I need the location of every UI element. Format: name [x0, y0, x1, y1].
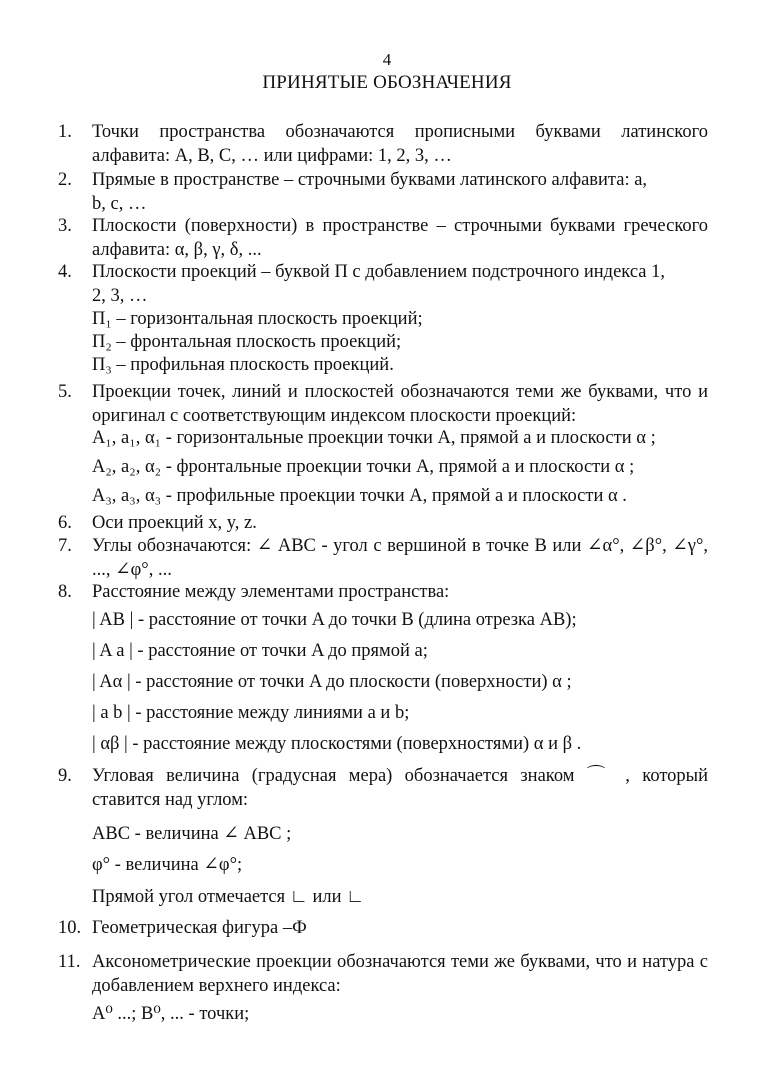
- list-item-4: [58, 260, 708, 308]
- list-item-9: [58, 764, 708, 812]
- distance-point-plane: | Aα | - расстояние от точки A до плоскости (поверхности) α ;: [92, 672, 572, 692]
- distance-plane-plane: | αβ | - расстояние между плоскостями (поверхностями) α и β .: [92, 734, 582, 754]
- item-text: Точки пространства обозначаются прописными буквами латинского алфавита: A, B, C, … или цифрами: 1, 2, 3, …: [92, 122, 708, 166]
- list-item-8: [58, 580, 708, 604]
- angle-measure-phi: φ° - величина ∠φ°;: [92, 855, 243, 875]
- distance-point-point: | AB | - расстояние от точки A до точки B (длина отрезка AB);: [92, 610, 577, 630]
- list-item-7: [58, 534, 708, 582]
- item-text: Плоскости проекций – буквой П с добавлением подстрочного индекса 1, 2, 3, …: [92, 262, 665, 306]
- item-number: 3.: [58, 216, 72, 236]
- horizontal-projections: A₁, a₁, α₁ - горизонтальные проекции точки A, прямой a и плоскости α ;: [92, 428, 656, 448]
- item-text: Углы обозначаются: ∠ ABC - угол с вершиной в точке B или ∠α°, ∠β°, ∠γ°, ..., ∠φ°, ...: [92, 536, 708, 580]
- item-number: 5.: [58, 382, 72, 402]
- list-item-11: [58, 950, 708, 998]
- item-number: 1.: [58, 122, 72, 142]
- item-text: Прямые в пространстве – строчными буквами латинского алфавита: a, b, c, …: [92, 170, 648, 214]
- list-item-5: [58, 380, 708, 428]
- axonometric-points: A⁰ ...; B⁰, ... - точки;: [92, 1004, 250, 1024]
- list-item-10: [58, 916, 708, 940]
- item-text: Оси проекций x, y, z.: [92, 513, 257, 533]
- item-number: 7.: [58, 536, 72, 556]
- item-text: Расстояние между элементами пространства:: [92, 582, 450, 602]
- list-item-1: [58, 120, 708, 168]
- item-text: Проекции точек, линий и плоскостей обозначаются теми же буквами, что и оригинал с соответствующим индексом плоскости проекций:: [92, 382, 708, 426]
- item-number: 2.: [58, 170, 72, 190]
- list-item-6: [58, 511, 708, 535]
- angle-measure-abc: ABC - величина ∠ ABC ;: [92, 824, 292, 844]
- profile-projections: A₃, a₃, α₃ - профильные проекции точки A, прямой a и плоскости α .: [92, 486, 627, 506]
- frontal-projections: A₂, a₂, α₂ - фронтальные проекции точки A, прямой a и плоскости α ;: [92, 457, 635, 477]
- list-item-3: [58, 214, 708, 262]
- distance-point-line: | A a | - расстояние от точки A до прямой a;: [92, 641, 428, 661]
- list-item-2: [58, 168, 708, 216]
- item-text: Плоскости (поверхности) в пространстве – строчными буквами греческого алфавита: α, β, γ, δ, ...: [92, 216, 708, 260]
- item-number: 9.: [58, 766, 72, 786]
- distance-line-line: | a b | - расстояние между линиями a и b;: [92, 703, 410, 723]
- item-number: 10.: [58, 918, 82, 938]
- projection-plane-3: П₃ – профильная плоскость проекций.: [92, 355, 394, 375]
- projection-plane-2: П₂ – фронтальная плоскость проекций;: [92, 332, 402, 352]
- item-text: Аксонометрические проекции обозначаются теми же буквами, что и натура с добавлением верхнего индекса:: [92, 952, 708, 996]
- item-number: 11.: [58, 952, 81, 972]
- right-angle-note: Прямой угол отмечается ∟ или ∟: [92, 887, 365, 907]
- projection-plane-1: П₁ – горизонтальная плоскость проекций;: [92, 309, 423, 329]
- page-title: ПРИНЯТЫЕ ОБОЗНАЧЕНИЯ: [262, 72, 512, 93]
- item-number: 4.: [58, 262, 72, 282]
- page-number: 4: [382, 50, 392, 69]
- item-number: 8.: [58, 582, 72, 602]
- item-text: Геометрическая фигура –Ф: [92, 918, 307, 938]
- item-text: Угловая величина (градусная мера) обозначается знаком ⌒ , который ставится над углом:: [92, 766, 708, 810]
- item-number: 6.: [58, 513, 72, 533]
